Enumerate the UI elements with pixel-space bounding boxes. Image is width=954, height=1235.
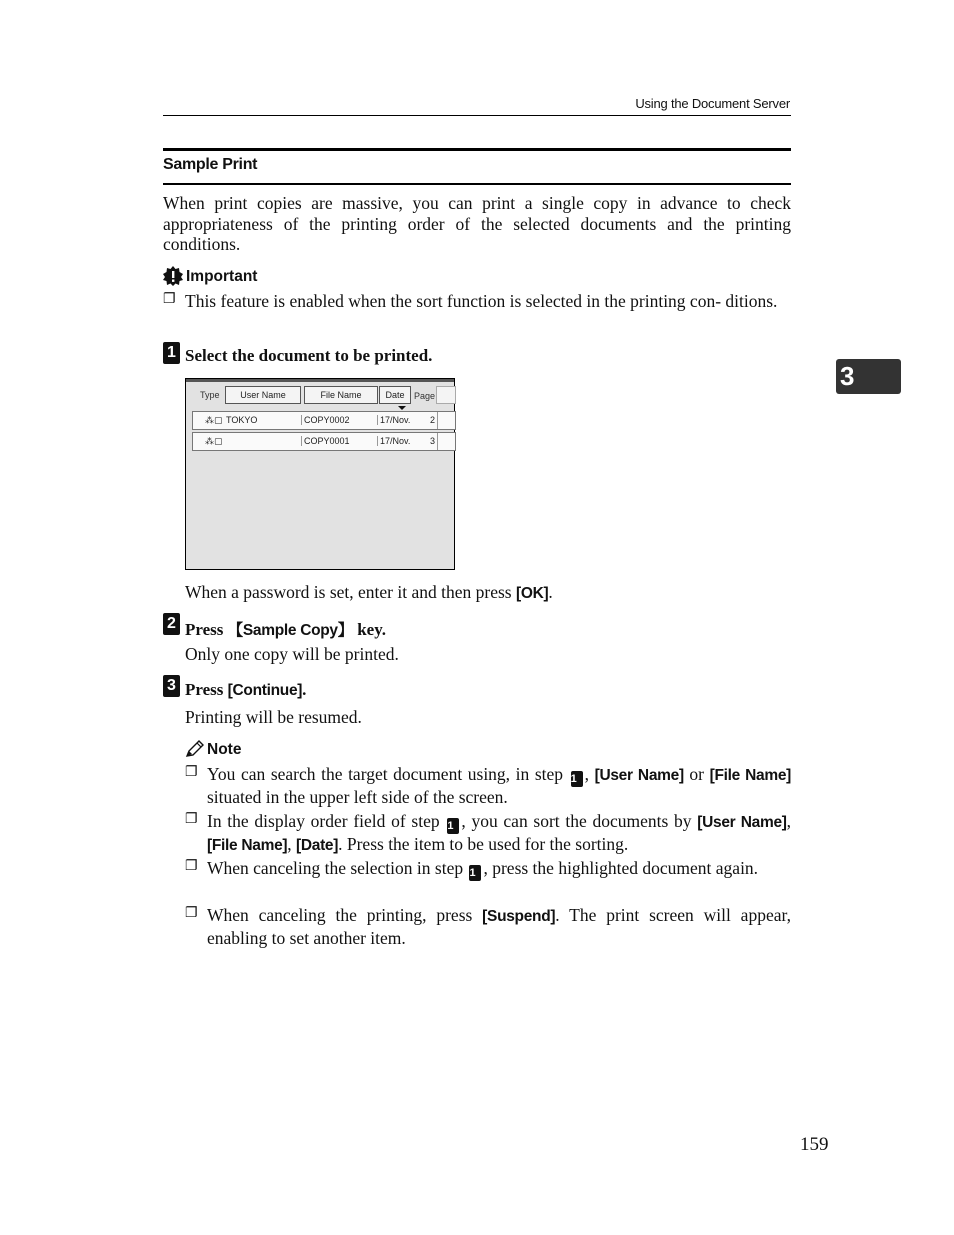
note-text: . Press the item to be used for the sorting. (338, 834, 629, 854)
note-text: When canceling the printing, press (207, 905, 483, 925)
note-text: , you can sort the documents by (461, 811, 698, 831)
document-row[interactable] (192, 411, 456, 430)
row-user-name: TOKYO (226, 415, 258, 425)
document-type-icon: ⁂▢ (205, 436, 223, 446)
section-title: Sample Print (163, 156, 258, 173)
checkbox-icon: ❐ (185, 765, 198, 780)
step-3-prefix: Press (185, 680, 228, 699)
note-text: You can search the target document using, in step (207, 764, 569, 784)
user-name-key: [User Name] (594, 767, 684, 784)
step-3-description: Printing will be resumed. (185, 707, 362, 727)
checkbox-icon: ❐ (163, 292, 176, 307)
section-rule-top (163, 148, 791, 151)
note-text: , (287, 834, 296, 854)
note-item (207, 858, 791, 881)
running-head: Using the Document Server (635, 96, 790, 111)
file-name-sort-button[interactable]: File Name (304, 386, 378, 404)
panel-top-border (186, 379, 454, 382)
important-icon (163, 266, 183, 286)
note-text: , press the highlighted document again. (483, 858, 759, 878)
row-date: 17/Nov. (377, 415, 410, 425)
step-1-mini-icon: 1 (447, 818, 459, 834)
page-column-stub (436, 386, 456, 404)
important-item: This feature is enabled when the sort function is selected in the printing con- ditions. (185, 291, 778, 311)
file-name-key: [File Name] (709, 767, 792, 784)
row-divider (437, 433, 438, 450)
step-2-icon: 2 (163, 613, 180, 635)
date-key: [Date] (296, 837, 339, 854)
step-3-icon: 3 (163, 675, 180, 697)
row-pages: 3 (429, 436, 435, 446)
column-page-label: Page (414, 391, 436, 401)
user-name-sort-button[interactable]: User Name (225, 386, 301, 404)
document-row[interactable] (192, 432, 456, 451)
row-divider (437, 412, 438, 429)
step-1-text: Select the document to be printed. (185, 346, 433, 365)
note-text: situated in the upper left side of the screen. (207, 787, 508, 807)
note-item (207, 811, 791, 857)
sample-copy-key: 【Sample Copy】 (227, 622, 353, 639)
row-file-name: COPY0002 (301, 415, 350, 425)
password-text-end: . (548, 582, 553, 602)
panel-header (192, 386, 454, 404)
checkbox-icon: ❐ (185, 906, 198, 921)
step-1-icon: 1 (163, 342, 180, 364)
row-date: 17/Nov. (377, 436, 410, 446)
column-type-label: Type (200, 390, 220, 400)
document-list-panel (185, 378, 455, 570)
ok-key: [OK] (515, 585, 549, 602)
step-3-suffix: . (302, 680, 307, 699)
page-number: 159 (800, 1134, 829, 1155)
step-2-suffix: key. (352, 620, 387, 639)
row-file-name: COPY0001 (301, 436, 350, 446)
chapter-tab: 3 (836, 359, 901, 394)
step-2-prefix: Press (185, 620, 228, 639)
checkbox-icon: ❐ (185, 812, 198, 827)
intro-paragraph: When print copies are massive, you can print a single copy in advance to check appropriateness of the printing order of the selected documents and the printing conditions. (163, 193, 791, 254)
step-3-text (185, 680, 306, 700)
note-item (207, 905, 791, 948)
password-instruction (185, 582, 553, 605)
row-pages: 2 (429, 415, 435, 425)
step-1-mini-icon: 1 (469, 865, 481, 881)
sort-down-arrow-icon (398, 406, 406, 410)
note-text: When canceling the selection in step (207, 858, 468, 878)
note-item (207, 764, 791, 808)
important-label: Important (186, 268, 258, 285)
note-text: In the display order field of step (207, 811, 446, 831)
note-text: , (786, 811, 792, 831)
header-rule (163, 115, 791, 116)
continue-key: [Continue] (227, 682, 303, 699)
step-2-text (185, 618, 386, 640)
step-2-description: Only one copy will be printed. (185, 644, 399, 664)
step-1-mini-icon: 1 (571, 771, 583, 787)
pencil-icon (185, 740, 205, 758)
password-text: When a password is set, enter it and then press (185, 582, 516, 602)
note-label: Note (207, 741, 242, 758)
note-text: . The print screen will appear, enabling to set another item. (207, 905, 791, 948)
user-name-key: [User Name] (697, 814, 787, 831)
file-name-key: [File Name] (207, 837, 288, 854)
document-type-icon: ⁂▢ (205, 415, 223, 425)
note-text: or (683, 764, 710, 784)
note-text: , (584, 764, 595, 784)
checkbox-icon: ❐ (185, 859, 198, 874)
section-rule-bottom (163, 183, 791, 185)
suspend-key: [Suspend] (482, 908, 556, 925)
date-sort-button[interactable]: Date (379, 386, 411, 404)
